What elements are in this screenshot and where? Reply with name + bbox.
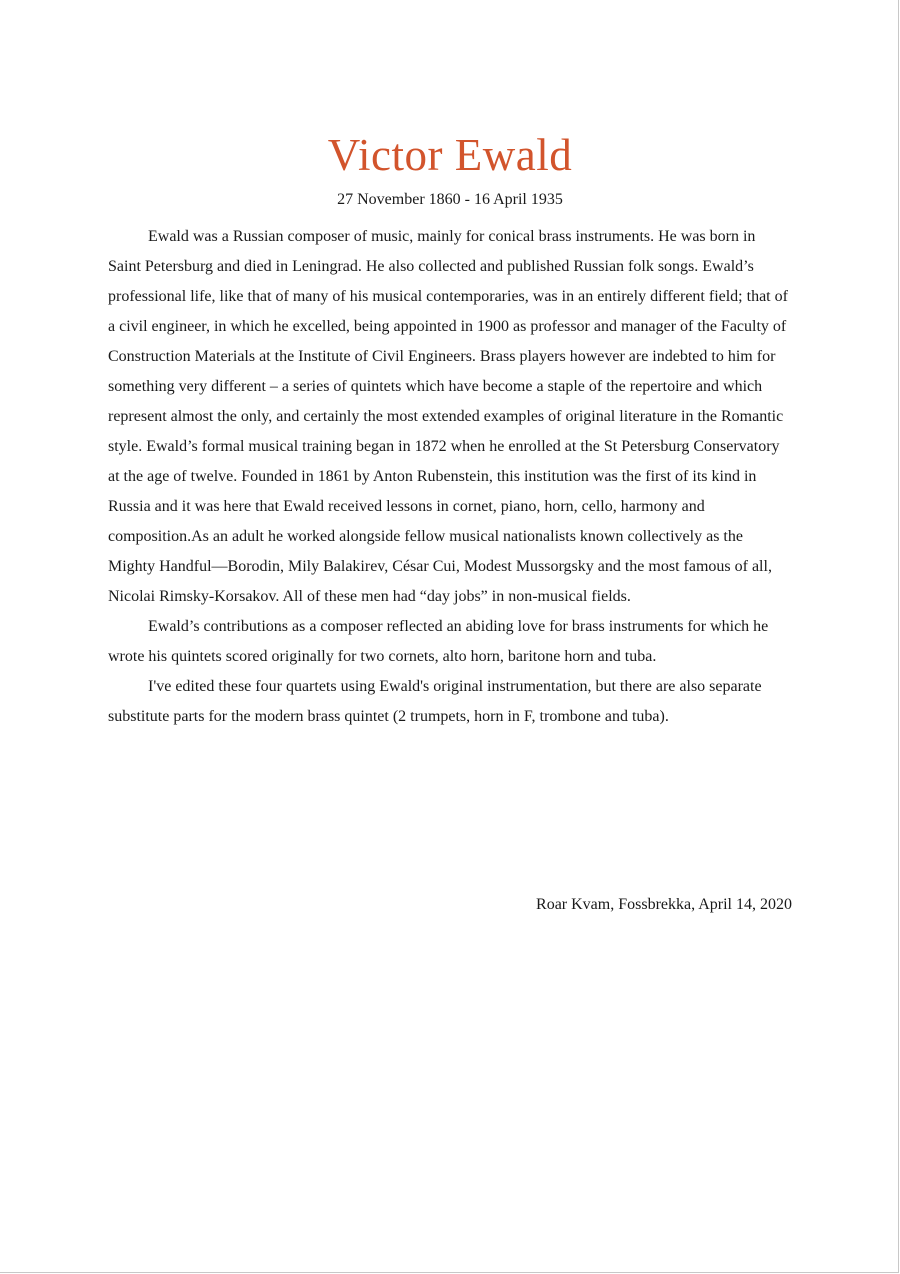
signature-line: Roar Kvam, Fossbrekka, April 14, 2020 — [536, 896, 792, 913]
paragraph-biography: Ewald was a Russian composer of music, mainly for conical brass instruments. He was born in Saint Petersburg and died in Leningrad. He also collected and published Russian folk songs. Ewald’s professional life, like that of many of his musical contemporaries, was in an entirely different field; that of a civil engineer, in which he excelled, being appointed in 1900 as professor and manager of the Faculty of Construction Materials at the Institute of Civil Engineers. Brass players however are indebted to him for something very different – a series of quintets which have become a staple of the repertoire and which represent almost the only, and certainly the most extended examples of original literature in the Romantic style. Ewald’s formal musical training began in 1872 when he enrolled at the St Petersburg Conservatory at the age of twelve. Founded in 1861 by Anton Rubenstein, this institution was the first of its kind in Russia and it was here that Ewald received lessons in cornet, piano, horn, cello, harmony and composition.As an adult he worked alongside fellow musical nationalists known collectively as the Mighty Handful—Borodin, Mily Balakirev, César Cui, Modest Mussorgsky and the most famous of all, Nicolai Rimsky-Korsakov. All of these men had “day jobs” in non-musical fields. — [108, 228, 788, 605]
biography-body — [108, 222, 792, 732]
paragraph-editor-note: I've edited these four quartets using Ewald's original instrumentation, but there are also separate substitute parts for the modern brass quintet (2 trumpets, horn in F, trombone and tuba). — [108, 678, 762, 725]
page-title: Victor Ewald — [327, 130, 573, 180]
life-dates: 27 November 1860 - 16 April 1935 — [337, 191, 563, 208]
paragraph-contributions: Ewald’s contributions as a composer reflected an abiding love for brass instruments for which he wrote his quintets scored originally for two cornets, alto horn, baritone horn and tuba. — [108, 618, 769, 665]
